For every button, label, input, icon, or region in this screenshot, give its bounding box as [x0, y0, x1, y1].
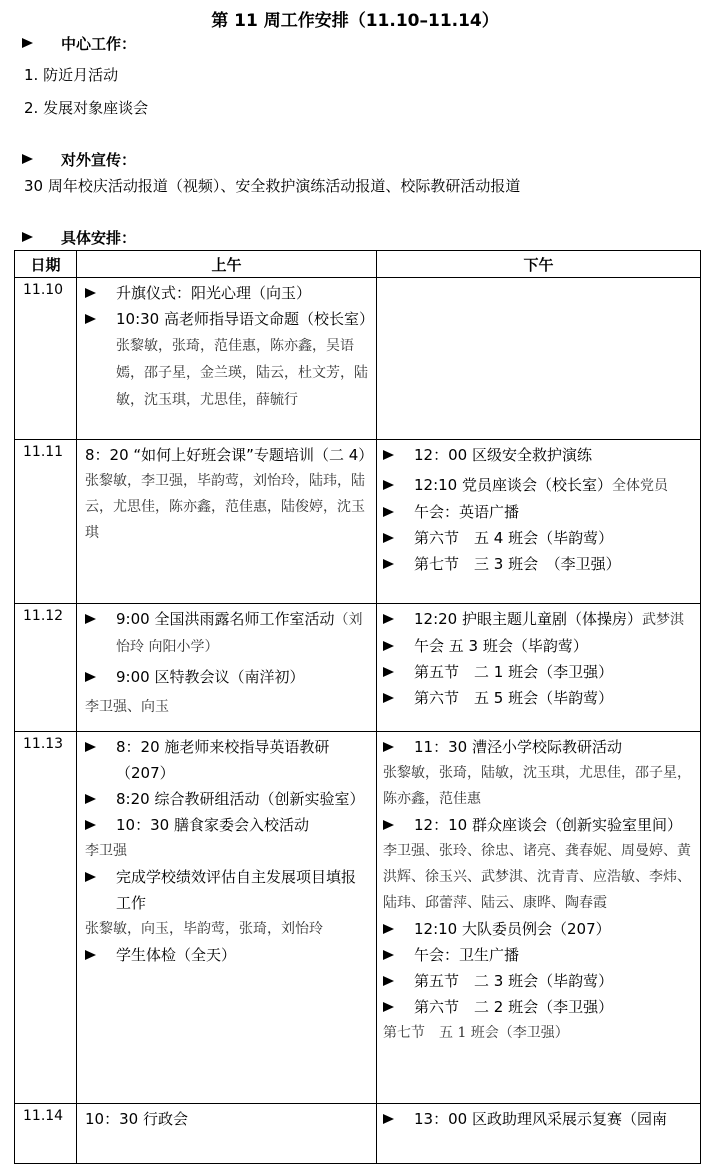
list-item: 8：20 “如何上好班会课”专题培训（二 4）	[85, 446, 374, 464]
center-work-item: 2. 发展对象座谈会	[24, 99, 149, 117]
table-row	[15, 604, 701, 732]
list-item: 学生体检（全天）	[85, 942, 368, 968]
participant-names: 张黎敏，李卫强，毕韵莺，刘怡玲，陆玮，陆云，尤思佳，陈亦鑫，范佳惠，陆俊婷，沈玉琪	[85, 473, 365, 541]
list-item: 8：20 施老师来校指导英语教研（207）	[85, 734, 368, 786]
arrow-bullet-icon	[85, 288, 96, 298]
center-work-heading	[22, 33, 136, 53]
schedule-table	[14, 250, 701, 1164]
list-item: 12：10 群众座谈会（创新实验室里间）	[383, 812, 692, 838]
list-item: 13：00 区政助理风采展示复赛（园南	[383, 1106, 692, 1132]
center-work-item: 1. 防近月活动	[24, 66, 119, 84]
arrow-bullet-icon	[383, 820, 394, 830]
list-item: 12:10 党员座谈会（校长室）全体党员	[383, 472, 692, 499]
participant-names: 张黎敏，张琦，范佳惠，陈亦鑫，吴语嫣，邵子星，金兰瑛，陆云，杜文芳，陆敏，沈玉琪，尤思佳，薛毓行	[116, 338, 368, 408]
page-title: 第 11 周工作安排（11.10–11.14）	[211, 11, 499, 31]
list-item: 9:00 区特教会议（南洋初）	[85, 664, 368, 690]
list-item: 11：30 漕泾小学校际教研活动	[383, 734, 692, 760]
arrow-bullet-icon	[383, 480, 394, 490]
column-header-pm: 下午	[377, 251, 701, 278]
table-row	[15, 732, 701, 1104]
column-header-date: 日期	[15, 251, 77, 278]
list-item: 第五节 二 3 班会（毕韵莺）	[383, 968, 692, 994]
pm-cell	[377, 440, 701, 604]
list-item: 10：30 膳食家委会入校活动	[85, 812, 368, 838]
am-cell	[77, 278, 377, 440]
publicity-text: 30 周年校庆活动报道（视频）、安全救护演练活动报道、校际教研活动报道	[24, 177, 521, 195]
list-item: 10：30 行政会	[85, 1110, 188, 1128]
list-item: 升旗仪式：阳光心理（向玉）	[85, 280, 368, 306]
arrow-bullet-icon	[22, 232, 33, 242]
arrow-bullet-icon	[85, 820, 96, 830]
arrow-bullet-icon	[85, 950, 96, 960]
date-cell: 11.10	[15, 278, 77, 440]
center-work-heading-text: 中心工作：	[61, 34, 137, 53]
pm-cell	[377, 278, 701, 440]
am-cell	[77, 604, 377, 732]
participant-names: 李卫强、张玲、徐忠、诸亮、龚春妮、周曼婷、黄洪辉、徐玉兴、武梦淇、沈青青、应浩敏、李炜、陆玮、邱蕾萍、陆云、康晔、陶春霞	[383, 843, 691, 911]
list-item: 第五节 二 1 班会（李卫强）	[383, 659, 692, 685]
arrow-bullet-icon	[383, 641, 394, 651]
table-row	[15, 440, 701, 604]
date-cell: 11.12	[15, 604, 77, 732]
arrow-bullet-icon	[383, 693, 394, 703]
participant-names: 李卫强、向玉	[85, 699, 169, 715]
am-cell	[77, 732, 377, 1104]
table-row	[15, 278, 701, 440]
list-item: 12：00 区级安全救护演练	[383, 442, 692, 468]
arrow-bullet-icon	[383, 924, 394, 934]
publicity-heading	[22, 149, 136, 169]
participant-names: 李卫强	[85, 843, 127, 859]
arrow-bullet-icon	[383, 742, 394, 752]
list-item: 12:10 大队委员例会（207）	[383, 916, 692, 942]
arrow-bullet-icon	[383, 950, 394, 960]
list-item: 9:00 全国洪雨露名师工作室活动（刘怡玲 向阳小学）	[85, 606, 368, 660]
arrow-bullet-icon	[22, 38, 33, 48]
arrow-bullet-icon	[383, 1114, 394, 1124]
list-item: 12:20 护眼主题儿童剧（体操房）武梦淇	[383, 606, 692, 633]
pm-cell	[377, 1104, 701, 1164]
arrow-bullet-icon	[85, 672, 96, 682]
date-cell: 11.14	[15, 1104, 77, 1164]
schedule-heading	[22, 227, 136, 247]
participant-names: 全体党员	[612, 478, 668, 494]
pm-cell	[377, 732, 701, 1104]
list-item: 10:30 高老师指导语文命题（校长室）张黎敏，张琦，范佳惠，陈亦鑫，吴语嫣，邵子星，金兰瑛，陆云，杜文芳，陆敏，沈玉琪，尤思佳，薛毓行	[85, 306, 368, 413]
participant-names: 张黎敏，向玉，毕韵莺，张琦，刘怡玲	[85, 921, 323, 937]
list-item: 第六节 五 4 班会（毕韵莺）	[383, 525, 692, 551]
date-cell: 11.13	[15, 732, 77, 1104]
arrow-bullet-icon	[383, 976, 394, 986]
am-cell	[77, 1104, 377, 1164]
arrow-bullet-icon	[383, 507, 394, 517]
table-header-row	[15, 251, 701, 278]
am-cell	[77, 440, 377, 604]
participant-names: 武梦淇	[642, 612, 684, 628]
arrow-bullet-icon	[383, 667, 394, 677]
participant-names: 张黎敏，张琦，陆敏，沈玉琪，尤思佳，邵子星，陈亦鑫，范佳惠	[383, 765, 691, 807]
list-item: 午会 五 3 班会（毕韵莺）	[383, 633, 692, 659]
list-item: 午会：英语广播	[383, 499, 692, 525]
arrow-bullet-icon	[85, 614, 96, 624]
arrow-bullet-icon	[22, 154, 33, 164]
arrow-bullet-icon	[85, 872, 96, 882]
arrow-bullet-icon	[85, 742, 96, 752]
list-item: 第六节 二 2 班会（李卫强）	[383, 994, 692, 1020]
participant-names: 第七节 五 1 班会（李卫强）	[383, 1025, 569, 1041]
publicity-heading-text: 对外宣传：	[61, 150, 137, 169]
list-item: 完成学校绩效评估自主发展项目填报工作	[85, 864, 368, 916]
list-item: 第六节 五 5 班会（毕韵莺）	[383, 685, 692, 711]
list-item: 8:20 综合教研组活动（创新实验室）	[85, 786, 368, 812]
table-row	[15, 1104, 701, 1164]
arrow-bullet-icon	[383, 450, 394, 460]
date-cell: 11.11	[15, 440, 77, 604]
arrow-bullet-icon	[85, 314, 96, 324]
arrow-bullet-icon	[85, 794, 96, 804]
arrow-bullet-icon	[383, 1002, 394, 1012]
pm-cell	[377, 604, 701, 732]
arrow-bullet-icon	[383, 559, 394, 569]
arrow-bullet-icon	[383, 533, 394, 543]
list-item: 第七节 三 3 班会 （李卫强）	[383, 551, 692, 577]
participant-names: （刘怡玲 向阳小学）	[116, 612, 363, 655]
schedule-heading-text: 具体安排：	[61, 228, 137, 247]
arrow-bullet-icon	[383, 614, 394, 624]
column-header-am: 上午	[77, 251, 377, 278]
list-item: 午会：卫生广播	[383, 942, 692, 968]
